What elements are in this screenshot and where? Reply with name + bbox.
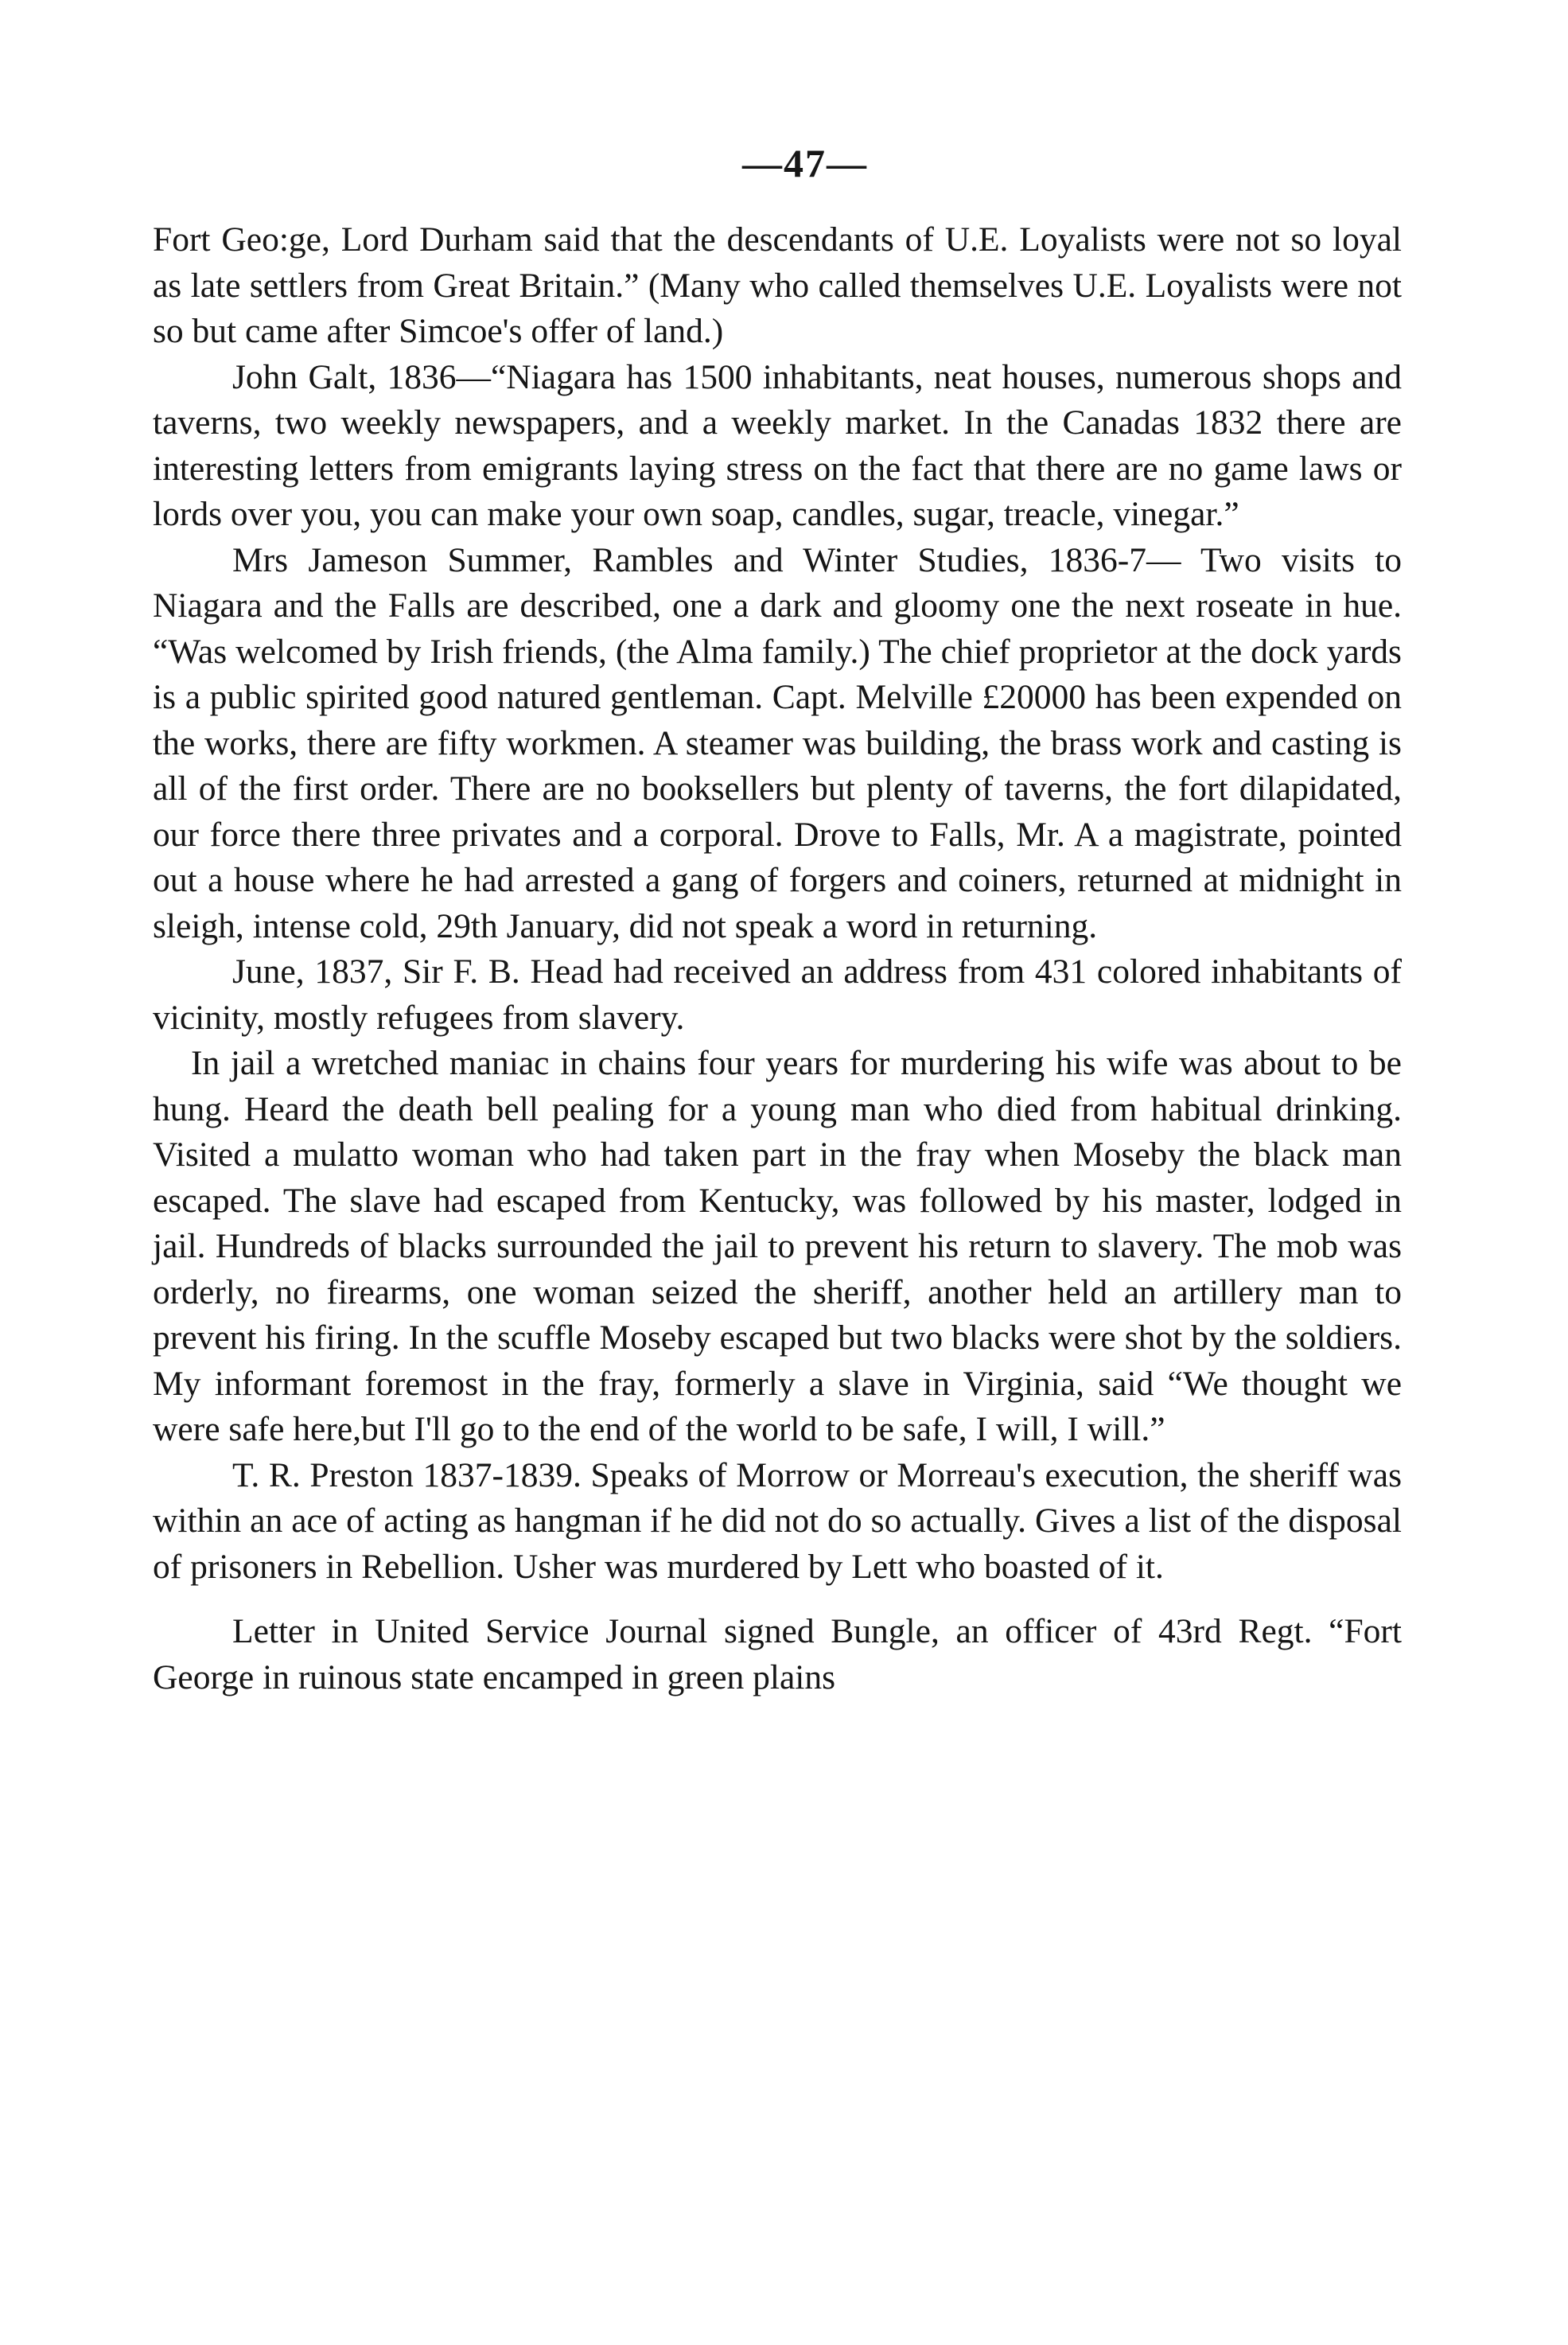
document-page [153,139,1402,1700]
paragraph-fort-george: Fort Geo:ge, Lord Durham said that the descendants of U.E. Loyalists were not so loyal as late settlers from Great Britain.” (Many who called themselves U.E. Loyalists were not so but came after Simcoe's offer of land.) [153,220,1402,350]
paragraph-june-1837: June, 1837, Sir F. B. Head had received an address from 431 colored inhabitants of vicinity, mostly refugees from slavery. [153,952,1402,1037]
page-number: —47— [742,141,868,185]
paragraph-preston: T. R. Preston 1837-1839. Speaks of Morrow or Morreau's execution, the sheriff was within an ace of acting as hangman if he did not do so actually. Gives a list of the disposal of prisoners in Rebellion. Usher was murdered by Lett who boasted of it. [153,1455,1402,1586]
paragraph-mrs-jameson: Mrs Jameson Summer, Rambles and Winter Studies, 1836-7— Two visits to Niagara and the Falls are described, one a dark and gloomy one the next roseate in hue. “Was welcomed by Irish friends, (the Alma family.) The chief proprietor at the dock yards is a public spirited good natured gentleman. Capt. Melville £20000 has been expended on the works, there are fifty workmen. A steamer was building, the brass work and casting is all of the first order. There are no booksellers but plenty of taverns, the fort dilapidated, our force there three privates and a corporal. Drove to Falls, Mr. A a magistrate, pointed out a house where he had arrested a gang of forgers and coiners, returned at midnight in sleigh, intense cold, 29th January, did not speak a word in returning. [153,540,1402,945]
paragraph-united-service-journal: Letter in United Service Journal signed Bungle, an officer of 43rd Regt. “Fort George in ruinous state encamped in green plains [153,1612,1402,1696]
paragraph-jail: In jail a wretched maniac in chains four years for murdering his wife was about to be hung. Heard the death bell pealing for a young man who died from habitual drinking. Visited a mulatto woman who had taken part in the fray when Moseby the black man escaped. The slave had escaped from Kentucky, was followed by his master, lodged in jail. Hundreds of blacks surrounded the jail to prevent his return to slavery. The mob was orderly, no firearms, one woman seized the sheriff, another held an artillery man to prevent his firing. In the scuffle Moseby escaped but two blacks were shot by the soldiers. My informant foremost in the fray, formerly a slave in Virginia, said “We thought we were safe here,but I'll go to the end of the world to be safe, I will, I will.” [153,1044,1402,1448]
paragraph-john-galt: John Galt, 1836—“Niagara has 1500 inhabitants, neat houses, numerous shops and taverns, two weekly newspapers, and a weekly market. In the Canadas 1832 there are interesting letters from emigrants laying stress on the fact that there are no game laws or lords over you, you can make your own soap, candles, sugar, treacle, vinegar.” [153,357,1402,533]
